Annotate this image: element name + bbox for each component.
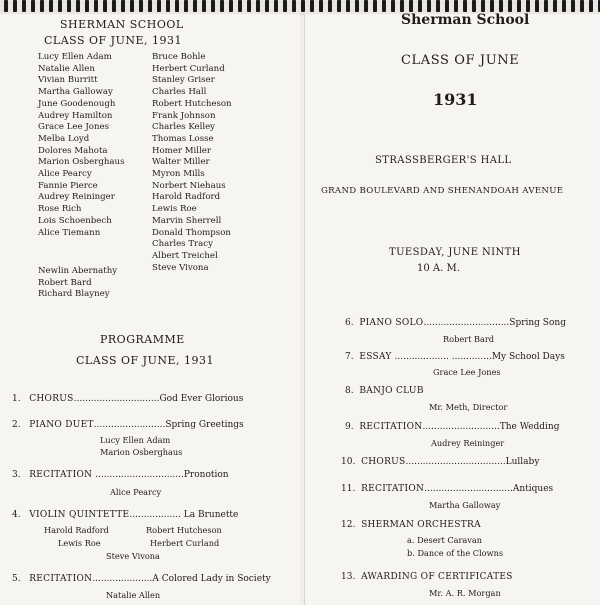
student-name: Fannie Pierce	[38, 180, 98, 191]
student-name: Audrey Reininger	[38, 192, 115, 203]
performer: Lewis Roe	[58, 538, 101, 548]
student-name: Dolores Mahota	[38, 145, 108, 156]
program-item-6: 6. PIANO SOLO..............................Spring Song	[345, 318, 566, 328]
performer: Martha Galloway	[429, 500, 501, 510]
student-name: Lucy Ellen Adam	[38, 52, 112, 62]
address: GRAND BOULEVARD AND SHENANDOAH AVENUE	[321, 186, 564, 196]
orchestra-piece: b. Dance of the Clowns	[407, 548, 504, 558]
program-item-10: 10. CHORUS...................................Lullaby	[341, 457, 540, 467]
performer: Alice Pearcy	[110, 487, 162, 497]
programme-title: PROGRAMME	[100, 333, 185, 346]
student-name: Richard Blayney	[38, 289, 110, 300]
performer: Herbert Curland	[150, 538, 220, 548]
student-name: Robert Bard	[38, 277, 92, 288]
student-name: Donald Thompson	[152, 227, 231, 238]
student-name: Melba Loyd	[38, 133, 90, 144]
performer: Marion Osberghaus	[100, 447, 183, 457]
student-name: Charles Kelley	[152, 122, 216, 133]
student-name: Albert Treichel	[152, 250, 218, 261]
school-header: SHERMAN SCHOOL	[60, 18, 184, 31]
right-page	[304, 14, 600, 605]
performer: Natalie Allen	[106, 590, 161, 600]
performer: Steve Vivona	[106, 551, 160, 561]
student-name: Alice Tiemann	[38, 227, 101, 238]
student-name: Myron Mills	[152, 169, 205, 180]
names-column-1	[38, 52, 124, 239]
student-name: Vivian Burritt	[38, 75, 98, 86]
performer: Grace Lee Jones	[433, 367, 501, 377]
student-name: Charles Hall	[152, 87, 207, 98]
performer: Mr. A. R. Morgan	[429, 588, 501, 598]
names-column-1b	[38, 266, 117, 301]
student-name: Norbert Niehaus	[152, 180, 226, 191]
class-title: CLASS OF JUNE, 1931	[44, 34, 183, 47]
student-name: Frank Johnson	[152, 110, 216, 121]
student-name: Walter Miller	[152, 157, 210, 168]
student-name: Natalie Allen	[38, 63, 95, 74]
student-name: Thomas Losse	[152, 133, 214, 144]
performer: Lucy Ellen Adam	[100, 435, 171, 445]
program-item-2: 2. PIANO DUET.........................Spring Greetings	[12, 420, 244, 430]
program-item-5: 5. RECITATION.....................A Colored Lady in Society	[12, 574, 271, 584]
performer: Harold Radford	[44, 525, 109, 535]
event-date: TUESDAY, JUNE NINTH	[389, 247, 521, 258]
student-name: June Goodenough	[38, 98, 116, 109]
student-name: Audrey Hamilton	[38, 110, 113, 121]
student-name: Harold Radford	[152, 192, 221, 203]
student-name: Homer Miller	[152, 145, 211, 156]
class-year: 1931	[433, 90, 478, 109]
program-item-11: 11. RECITATION...............................Antiques	[341, 484, 554, 494]
student-name: Alice Pearcy	[38, 169, 92, 180]
program-item-4: 4. VIOLIN QUINTETTE.................. La Brunette	[12, 510, 239, 520]
performer: Mr. Meth, Director	[429, 402, 508, 412]
orchestra-piece: a. Desert Caravan	[407, 535, 483, 545]
event-time: 10 A. M.	[417, 263, 460, 274]
student-name: Herbert Curland	[152, 63, 225, 74]
performer: Robert Bard	[443, 334, 495, 344]
program-item-12: 12. SHERMAN ORCHESTRA	[341, 520, 481, 530]
student-name: Marion Osberghaus	[38, 157, 125, 168]
program-item-13: 13. AWARDING OF CERTIFICATES	[341, 572, 513, 582]
school-title: Sherman School	[401, 12, 530, 28]
program-item-8: 8. BANJO CLUB	[345, 386, 424, 396]
program-item-3: 3. RECITATION ...............................Pronotion	[12, 470, 229, 480]
programme-class: CLASS OF JUNE, 1931	[76, 354, 215, 367]
program-item-9: 9. RECITATION...........................The Wedding	[345, 422, 560, 432]
program-item-7: 7. ESSAY ................... ..............My School Days	[345, 352, 565, 362]
left-page	[0, 14, 300, 605]
student-name: Grace Lee Jones	[38, 122, 109, 133]
student-name: Charles Tracy	[152, 239, 213, 250]
names-column-2	[152, 52, 232, 274]
student-name: Stanley Griser	[152, 75, 215, 86]
program-item-1: 1. CHORUS..............................God Ever Glorious	[12, 394, 244, 404]
student-name: Robert Hutcheson	[152, 98, 232, 109]
class-title: CLASS OF JUNE	[401, 53, 520, 68]
performer: Robert Hutcheson	[146, 525, 222, 535]
student-name: Martha Galloway	[38, 87, 113, 98]
performer: Audrey Reininger	[431, 438, 505, 448]
student-name: Marvin Sherrell	[152, 215, 222, 226]
student-name: Steve Vivona	[152, 262, 209, 273]
venue: STRASSBERGER'S HALL	[375, 155, 512, 166]
student-name: Bruce Bohle	[152, 52, 206, 62]
student-name: Lewis Roe	[152, 204, 197, 215]
student-name: Rose Rich	[38, 204, 82, 215]
student-name: Lois Schoenbech	[38, 215, 112, 226]
student-name: Newlin Abernathy	[38, 266, 118, 276]
